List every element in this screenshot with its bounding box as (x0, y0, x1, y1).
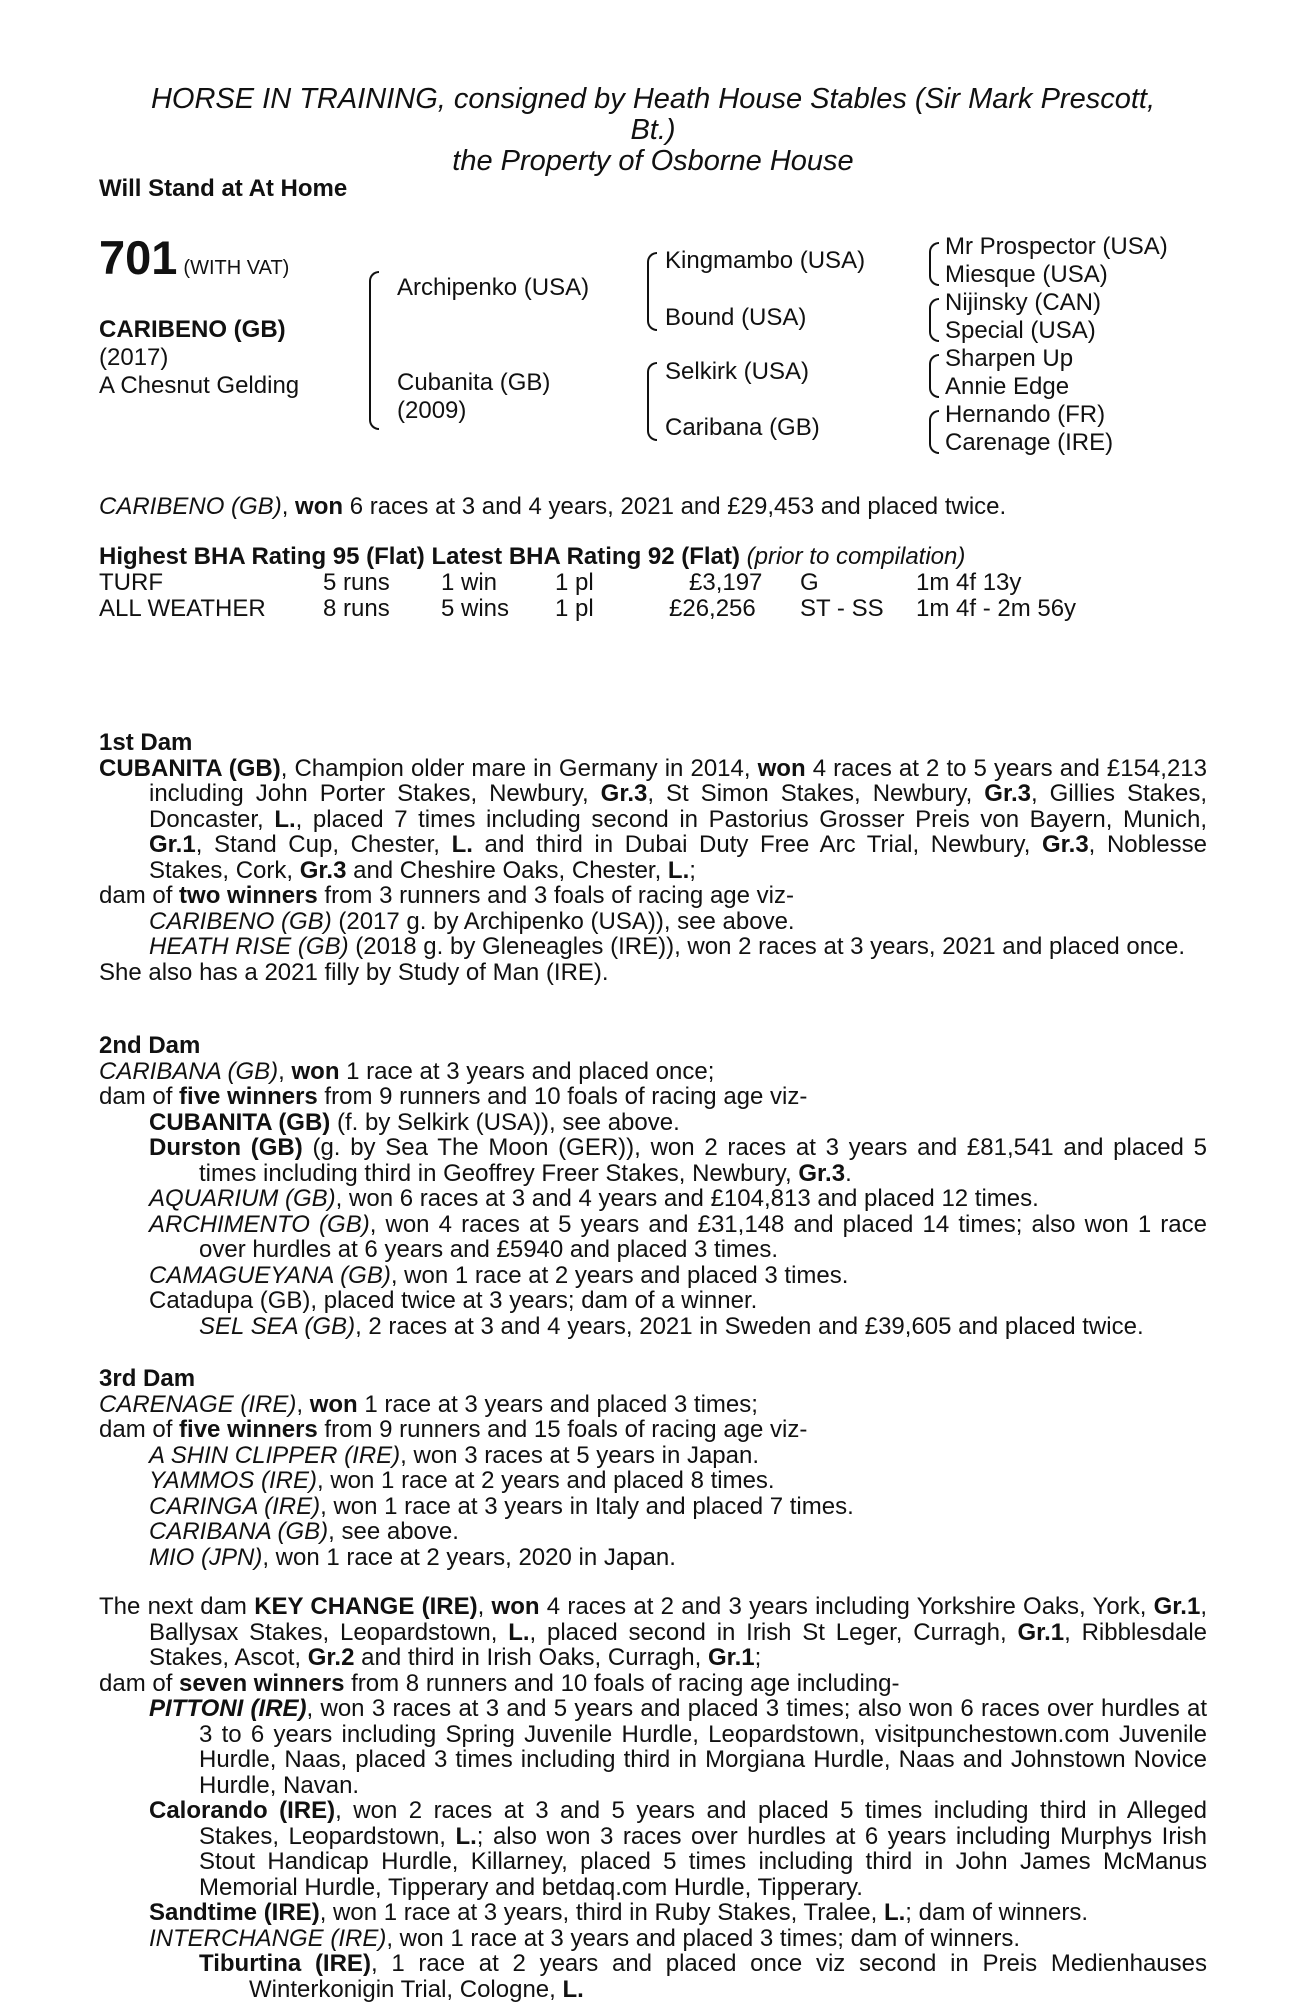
grade: Gr.3 (798, 1159, 846, 1187)
grade: Gr.2 (307, 1644, 355, 1671)
second-dam-record (99, 1059, 1207, 1085)
first-dam-produce-summary (99, 883, 1207, 909)
winners-count: seven winners (179, 1669, 345, 1697)
race-summary: CARIBENO (GB), won 6 races at 3 and 4 years, 2021 and £29,453 and placed twice. (99, 493, 1007, 520)
stat-runs: 8 runs (323, 595, 390, 622)
pedigree-sire: Archipenko (USA) (397, 274, 590, 301)
offspring-entry (99, 934, 1207, 960)
offspring-entry (99, 1798, 1207, 1900)
consignment-header (99, 84, 1207, 177)
grand-offspring-entry (99, 1951, 1207, 2002)
pedigree-brace-2 (929, 298, 939, 342)
text: , won 2 races at 3 and 5 years and placed 5 times including third in Alleged Stakes, Leopardstown, (199, 1797, 1207, 1850)
grade: Gr.1 (149, 831, 196, 858)
stand-location: Will Stand at At Home (99, 175, 348, 202)
stat-surface: ALL WEATHER (99, 595, 266, 622)
pedigree-dam-dam: Caribana (GB) (665, 414, 820, 441)
offspring-name: A SHIN CLIPPER (IRE) (149, 1441, 401, 1469)
winners-count: two winners (179, 882, 318, 909)
text: and third in Irish Oaks, Curragh, (354, 1644, 708, 1671)
second-dam-section (99, 1033, 1207, 1339)
text: . (845, 1159, 852, 1187)
pedigree-sds: Nijinsky (CAN) (945, 289, 1101, 316)
offspring-name: CARINGA (IRE) (149, 1492, 321, 1520)
text: dam of (99, 1083, 180, 1110)
text: , placed 7 times including second in Pastorius Grosser Preis von Bayern, Munich, (295, 805, 1207, 833)
next-dam-record (99, 1594, 1207, 1671)
offspring-name: AQUARIUM (GB) (149, 1185, 336, 1212)
grade: Gr.1 (1017, 1618, 1065, 1646)
text: , won 4 races at 5 years and £31,148 and placed 14 times; also won 1 race over hurdles at 6 years and £5940 and placed 3 times. (199, 1210, 1207, 1263)
grand-offspring-entry (99, 1314, 1207, 1340)
text: , won 1 race at 2 years and placed 8 times. (317, 1467, 775, 1494)
text: , Ribblesdale Stakes, Ascot, (149, 1618, 1208, 1671)
offspring-name: YAMMOS (IRE) (149, 1467, 318, 1494)
text: (g. by Sea The Moon (GER)), won 2 races at 3 years and £81,541 and placed 5 times including third in Geoffrey Freer Stakes, Newbury, (199, 1134, 1207, 1187)
text: from 9 runners and 10 foals of racing age viz- (317, 1083, 808, 1110)
bha-rating (99, 544, 1207, 570)
stat-money: £26,256 (669, 595, 756, 622)
pedigree-brace-1 (929, 242, 939, 286)
offspring-entry (99, 1545, 1207, 1571)
second-dam-produce-summary (99, 1084, 1207, 1110)
won: won (491, 1593, 540, 1620)
text: , won 1 race at 3 years in Italy and placed 7 times. (320, 1492, 854, 1520)
horse-description: A Chesnut Gelding (99, 372, 300, 399)
offspring-entry (99, 1186, 1207, 1212)
text: and Cheshire Oaks, Chester, (346, 856, 668, 884)
dam-name: CARENAGE (IRE) (99, 1390, 297, 1418)
text: , placed second in Irish St Leger, Curragh, (529, 1618, 1018, 1646)
text: , won 1 race at 3 years, third in Ruby Stakes, Tralee, (319, 1899, 884, 1926)
offspring-entry (99, 1212, 1207, 1263)
stat-wins: 5 wins (441, 595, 510, 622)
header-line-1: HORSE IN TRAINING, consigned by Heath House Stables (Sir Mark Prescott, (150, 83, 1156, 115)
stat-wins: 1 win (441, 569, 498, 596)
won: won (757, 754, 806, 782)
won: won (309, 1390, 358, 1418)
grade: L. (451, 831, 473, 858)
rating-text: Highest BHA Rating 95 (Flat) Latest BHA Rating 92 (Flat) (99, 543, 740, 570)
text: 4 races at 2 and 3 years including Yorkshire Oaks, York, (539, 1593, 1154, 1620)
third-dam-record (99, 1392, 1207, 1418)
grade: Gr.3 (600, 780, 648, 807)
next-dam-section (99, 1594, 1207, 2002)
winners-count: five winners (179, 1083, 318, 1110)
pedigree-dsd: Annie Edge (945, 373, 1070, 400)
text: from 8 runners and 10 foals of racing age including- (344, 1669, 900, 1697)
text: , won 1 race at 3 years and placed 3 times; dam of winners. (386, 1924, 1020, 1952)
text: , Gillies Stakes, Doncaster, (149, 780, 1207, 833)
pedigree-brace-main (369, 271, 379, 430)
offspring-name: Sandtime (IRE) (149, 1899, 320, 1926)
text: , (296, 1390, 310, 1418)
winners-count: five winners (179, 1416, 318, 1443)
grade: Gr.1 (707, 1644, 755, 1671)
offspring-name: INTERCHANGE (IRE) (149, 1924, 387, 1952)
grade: L. (562, 1975, 584, 2003)
stat-going: ST - SS (800, 595, 884, 622)
text: , Champion older mare in Germany in 2014, (280, 754, 758, 782)
offspring-entry (99, 1443, 1207, 1469)
offspring-entry (99, 1494, 1207, 1520)
offspring-entry (99, 1135, 1207, 1186)
pedigree-brace-3 (929, 354, 939, 398)
header-line-3: the Property of Osborne House (452, 145, 854, 177)
third-dam-heading: 3rd Dam (99, 1365, 196, 1392)
text: dam of (99, 882, 180, 909)
pedigree-brace-sire (647, 252, 657, 331)
stat-distance: 1m 4f - 2m 56y (916, 595, 1077, 622)
lot-number-block (99, 231, 290, 292)
stat-distance: 1m 4f 13y (916, 569, 1022, 596)
pedigree-sss: Mr Prospector (USA) (945, 233, 1168, 260)
third-dam-produce-summary (99, 1417, 1207, 1443)
pedigree-ddd: Carenage (IRE) (945, 429, 1114, 456)
text: , (278, 1057, 292, 1085)
text: , won 3 races at 3 and 5 years and placed 3 times; also won 6 races over hurdles at 3 to 6 years including Spring Juvenile Hurdle, Leopardstown, visitpunchestown.com Juvenile Hurdle, Naas, placed 3 times including third in Morgiana Hurdle, Naas and Johnstown Novice Hurdle, Navan. (199, 1695, 1208, 1799)
text: , won 6 races at 3 and 4 years and £104,813 and placed 12 times. (335, 1185, 1039, 1212)
catalogue-page (99, 83, 1208, 2003)
pedigree-sire-sire: Kingmambo (USA) (665, 247, 866, 274)
rating-note: (prior to compilation) (746, 543, 966, 570)
offspring-name: ARCHIMENTO (GB) (149, 1210, 370, 1238)
stat-going: G (800, 569, 819, 596)
pedigree-dam-sire: Selkirk (USA) (665, 358, 810, 385)
grade: L. (274, 805, 296, 833)
horse-name: CARIBENO (GB) (99, 316, 286, 343)
first-dam-section (99, 730, 1207, 985)
text: and third in Dubai Duty Free Arc Trial, Newbury, (472, 831, 1042, 858)
pedigree-dds: Hernando (FR) (945, 401, 1106, 428)
summary-rest: 6 races at 3 and 4 years, 2021 and £29,453 and placed twice. (343, 493, 1007, 520)
text: , won 1 race at 2 years and placed 3 times. (390, 1261, 849, 1289)
summary-won: won (295, 493, 344, 520)
text: 1 race at 3 years and placed once; (339, 1057, 715, 1085)
offspring-name: CARIBANA (GB) (149, 1518, 329, 1545)
next-dam-produce-summary (99, 1671, 1207, 1697)
pedigree-sire-dam: Bound (USA) (665, 304, 807, 331)
pedigree-sdd: Special (USA) (945, 317, 1096, 344)
vat-label: (WITH VAT) (183, 257, 290, 279)
offspring-name: PITTONI (IRE) (149, 1695, 307, 1722)
text: dam of (99, 1669, 180, 1697)
text: The next dam (99, 1593, 255, 1620)
dam-name: CUBANITA (GB) (99, 754, 281, 782)
pedigree-dam: Cubanita (GB) (397, 369, 551, 396)
text: (2017 g. by Archipenko (USA)), see above. (331, 907, 795, 935)
text: , won 1 race at 2 years, 2020 in Japan. (262, 1543, 676, 1571)
summary-name: CARIBENO (GB) (99, 493, 282, 520)
grade: Gr.3 (299, 856, 347, 884)
offspring-entry (99, 909, 1207, 935)
text: , Stand Cup, Chester, (195, 831, 452, 858)
text: , 1 race at 2 years and placed once viz second in Preis Medienhauses Winterkonigin Trial, Cologne, (249, 1950, 1207, 2003)
offspring-entry (99, 1110, 1207, 1136)
offspring-name: Calorando (IRE) (149, 1797, 336, 1824)
offspring-name: SEL SEA (GB) (199, 1312, 356, 1340)
offspring-entry (99, 1926, 1207, 1952)
horse-year: (2017) (99, 344, 169, 371)
text: , won 3 races at 5 years in Japan. (400, 1441, 760, 1469)
offspring-entry: Catadupa (GB), placed twice at 3 years; dam of a winner. (149, 1287, 758, 1314)
offspring-name: CAMAGUEYANA (GB) (149, 1261, 391, 1289)
offspring-name: MIO (JPN) (149, 1543, 263, 1571)
text: 1 race at 3 years and placed 3 times; (357, 1390, 758, 1418)
offspring-entry (99, 1900, 1207, 1926)
grade: L. (667, 856, 690, 884)
grade: Gr.3 (984, 780, 1031, 807)
text: from 3 runners and 3 foals of racing age viz- (317, 882, 794, 909)
text: , St Simon Stakes, Newbury, (647, 780, 985, 807)
stat-placed: 1 pl (555, 595, 594, 622)
third-dam-section (99, 1366, 1207, 1570)
text: , (477, 1593, 492, 1620)
first-dam-heading: 1st Dam (99, 729, 193, 756)
pedigree-ssd: Miesque (USA) (945, 261, 1108, 288)
text: (2018 g. by Gleneagles (IRE)), won 2 races at 3 years, 2021 and placed once. (348, 933, 1186, 960)
text: , see above. (328, 1518, 459, 1545)
text: ; (689, 856, 696, 884)
grade: L. (455, 1822, 477, 1850)
pedigree-brace-dam (647, 362, 657, 441)
text: dam of (99, 1416, 180, 1443)
header-line-2: Bt.) (630, 114, 676, 146)
offspring-name: Durston (GB) (149, 1134, 303, 1161)
text: ; dam of winners. (905, 1899, 1089, 1926)
offspring-name: HEATH RISE (GB) (149, 933, 349, 960)
offspring-name: Tiburtina (IRE) (199, 1950, 371, 1977)
stat-money: £3,197 (689, 569, 763, 596)
text: , Ballysax Stakes, Leopardstown, (149, 1593, 1207, 1646)
text: ; (754, 1644, 762, 1671)
stat-placed: 1 pl (555, 569, 594, 596)
text: , Noblesse Stakes, Cork, (149, 831, 1207, 884)
pedigree-brace-4 (929, 410, 939, 454)
stat-surface: TURF (99, 569, 163, 596)
pedigree-dss: Sharpen Up (945, 345, 1074, 372)
text: , 2 races at 3 and 4 years, 2021 in Sweden and £39,605 and placed twice. (355, 1312, 1144, 1340)
first-dam-record (99, 756, 1207, 884)
text: ; also won 3 races over hurdles at 6 years including Murphys Irish Stout Handicap Hurdle, Killarney, placed 5 times including third in John James McManus Memorial Hurdle, Tipperary and betdaq.com Hurdle, Tipperary. (199, 1822, 1207, 1901)
text: from 9 runners and 15 foals of racing age viz- (317, 1416, 808, 1443)
dam-name: KEY CHANGE (IRE) (254, 1593, 478, 1620)
offspring-entry (99, 1519, 1207, 1545)
offspring-entry (99, 1263, 1207, 1289)
stat-runs: 5 runs (323, 569, 390, 596)
grade: L. (508, 1618, 530, 1646)
text: (f. by Selkirk (USA)), see above. (330, 1108, 680, 1136)
pedigree-dam-year: (2009) (397, 397, 467, 424)
grade: Gr.1 (1153, 1593, 1201, 1620)
grade: L. (883, 1899, 906, 1926)
second-dam-heading: 2nd Dam (99, 1032, 201, 1059)
offspring-entry (99, 1696, 1207, 1798)
text: 4 races at 2 to 5 years and £154,213 including John Porter Stakes, Newbury, (149, 754, 1207, 807)
lot-number: 701 (99, 231, 178, 284)
won: won (291, 1057, 340, 1085)
first-dam-note: She also has a 2021 filly by Study of Man (IRE). (99, 958, 609, 986)
dam-name: CARIBANA (GB) (99, 1057, 279, 1085)
horse-details (99, 316, 299, 400)
grade: Gr.3 (1041, 831, 1089, 858)
offspring-entry (99, 1468, 1207, 1494)
offspring-name: CARIBENO (GB) (149, 907, 332, 935)
offspring-name: CUBANITA (GB) (149, 1108, 331, 1136)
